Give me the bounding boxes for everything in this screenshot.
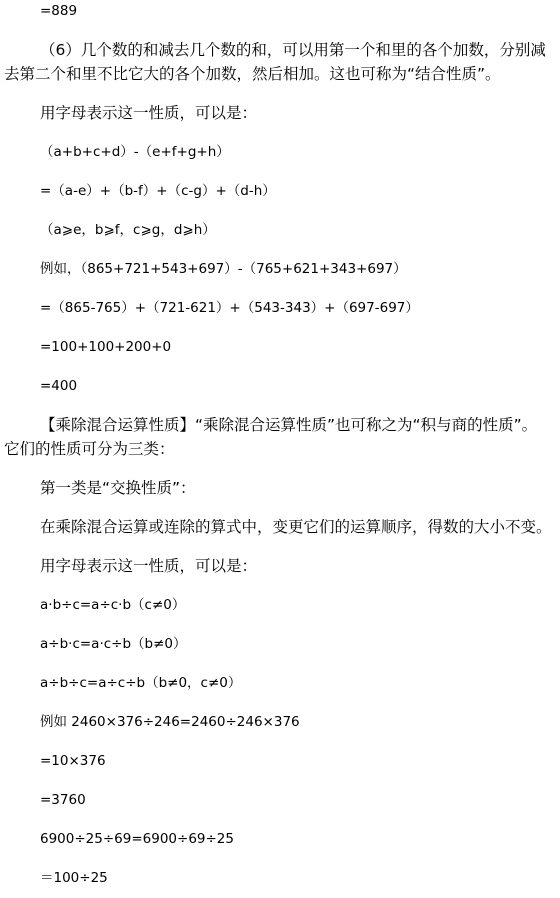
example-2-result: =3760 (40, 792, 86, 808)
commutative-formula-3: a÷b÷c=a÷c÷b（b≠0，c≠0） (40, 675, 242, 691)
property-6-line-1: （6）几个数的和减去几个数的和，可以用第一个和里的各个加数，分别减 (40, 41, 546, 59)
property-6-line-2: 去第二个和里不比它大的各个加数，然后相加。这也可称为“结合性质”。 (4, 65, 501, 83)
formula-expression: （a+b+c+d）-（e+f+g+h） (40, 144, 230, 160)
formula-expanded: =（a-e）+（b-f）+（c-g）+（d-h） (40, 183, 276, 199)
example-3-expression: 6900÷25÷69=6900÷69÷25 (40, 831, 234, 847)
letter-representation-label: 用字母表示这一性质，可以是： (40, 104, 258, 122)
commutative-formula-1: a·b÷c=a÷c·b（c≠0） (40, 597, 186, 613)
mixed-operations-heading-line-1: 【乘除混合运算性质】“乘除混合运算性质”也可称之为“积与商的性质”。 (40, 416, 538, 434)
result-889: =889 (40, 3, 78, 19)
example-2-step-1: =10×376 (40, 753, 106, 769)
commutative-formula-2: a÷b·c=a·c÷b（b≠0） (40, 636, 187, 652)
example-3-step-1: ＝100÷25 (40, 870, 108, 886)
commutative-description: 在乘除混合运算或连除的算式中，变更它们的运算顺序，得数的大小不变。 (40, 518, 552, 536)
example-step-2: =100+100+200+0 (40, 339, 172, 355)
first-category-label: 第一类是“交换性质”： (40, 479, 196, 497)
example-result: =400 (40, 378, 78, 394)
mixed-operations-heading-line-2: 它们的性质可分为三类： (4, 440, 175, 458)
example-step-1: =（865-765）+（721-621）+（543-343）+（697-697） (40, 300, 419, 316)
letter-representation-label-2: 用字母表示这一性质，可以是： (40, 557, 258, 575)
example-2-expression: 例如 2460×376÷246=2460÷246×376 (40, 714, 300, 730)
example-expression: 例如，（865+721+543+697）-（765+621+343+697） (40, 261, 407, 277)
formula-conditions: （a⩾e，b⩾f，c⩾g，d⩾h） (40, 222, 216, 238)
